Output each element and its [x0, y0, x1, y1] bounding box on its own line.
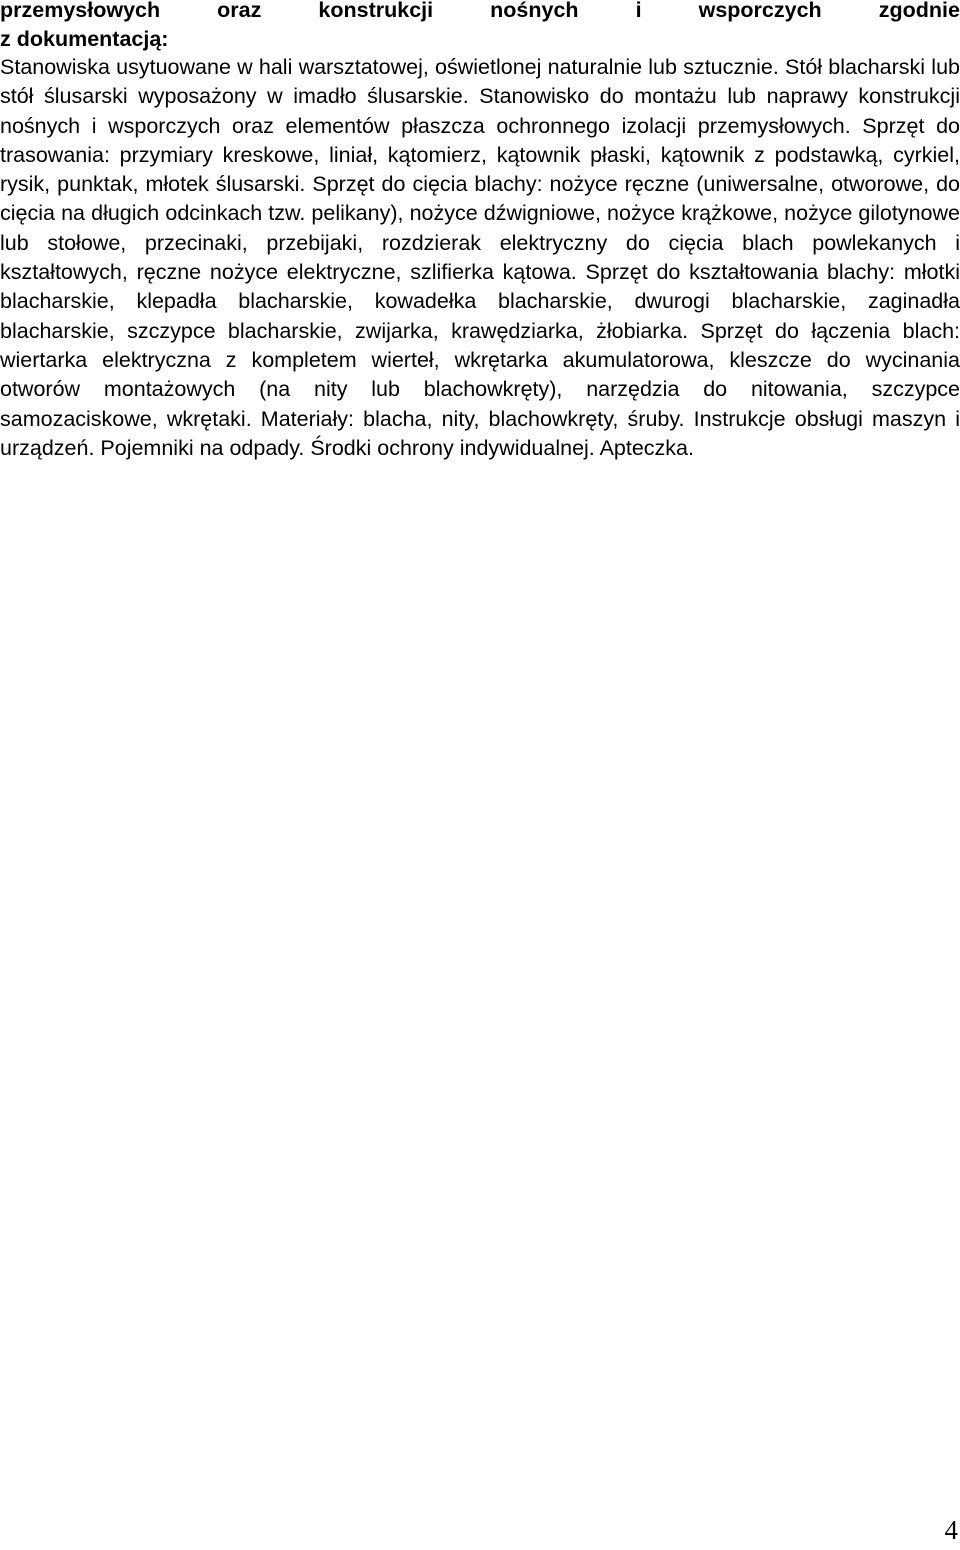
heading-word: nośnych	[490, 0, 579, 22]
heading-line-1	[0, 0, 960, 25]
heading-word: oraz	[217, 0, 262, 22]
heading-word: zgodnie	[878, 0, 960, 22]
body-paragraph: Stanowiska usytuowane w hali warsztatowej, oświetlonej naturalnie lub sztucznie. Stół blacharski lub stół ślusarski wyposażony w imadło ślusarskie. Stanowisko do montażu lub naprawy konstrukcji nośnych i wsporczych oraz elementów płaszcza ochronnego izolacji przemysłowych. Sprzęt do trasowania: przymiary kreskowe, liniał, kątomierz, kątownik płaski, kątownik z podstawką, cyrkiel, rysik, punktak, młotek ślusarski. Sprzęt do cięcia blachy: nożyce ręczne (uniwersalne, otworowe, do cięcia na długich odcinkach tzw. pelikany), nożyce dźwigniowe, nożyce krążkowe, nożyce gilotynowe lub stołowe, przecinaki, przebijaki, rozdzierak elektryczny do cięcia blach powlekanych i kształtowych, ręczne nożyce elektryczne, szlifierka kątowa. Sprzęt do kształtowania blachy: młotki blacharskie, klepadła blacharskie, kowadełka blacharskie, dwurogi blacharskie, zaginadła blacharskie, szczypce blacharskie, zwijarka, krawędziarka, żłobiarka. Sprzęt do łączenia blach: wiertarka elektryczna z kompletem wierteł, wkrętarka akumulatorowa, kleszcze do wycinania otworów montażowych (na nity lub blachowkręty), narzędzia do nitowania, szczypce samozaciskowe, wkrętaki. Materiały: blacha, nity, blachowkręty, śruby. Instrukcje obsługi maszyn i urządzeń. Pojemniki na odpady. Środki ochrony indywidualnej. Apteczka.	[0, 55, 960, 460]
heading-word: konstrukcji	[318, 0, 434, 22]
heading-word: wsporczych	[698, 0, 822, 22]
heading-word: i	[635, 0, 642, 22]
page-number: 4	[944, 1515, 958, 1545]
section-heading	[0, 0, 960, 54]
heading-line-2: z dokumentacją:	[0, 27, 169, 51]
heading-word: przemysłowych	[0, 0, 161, 22]
